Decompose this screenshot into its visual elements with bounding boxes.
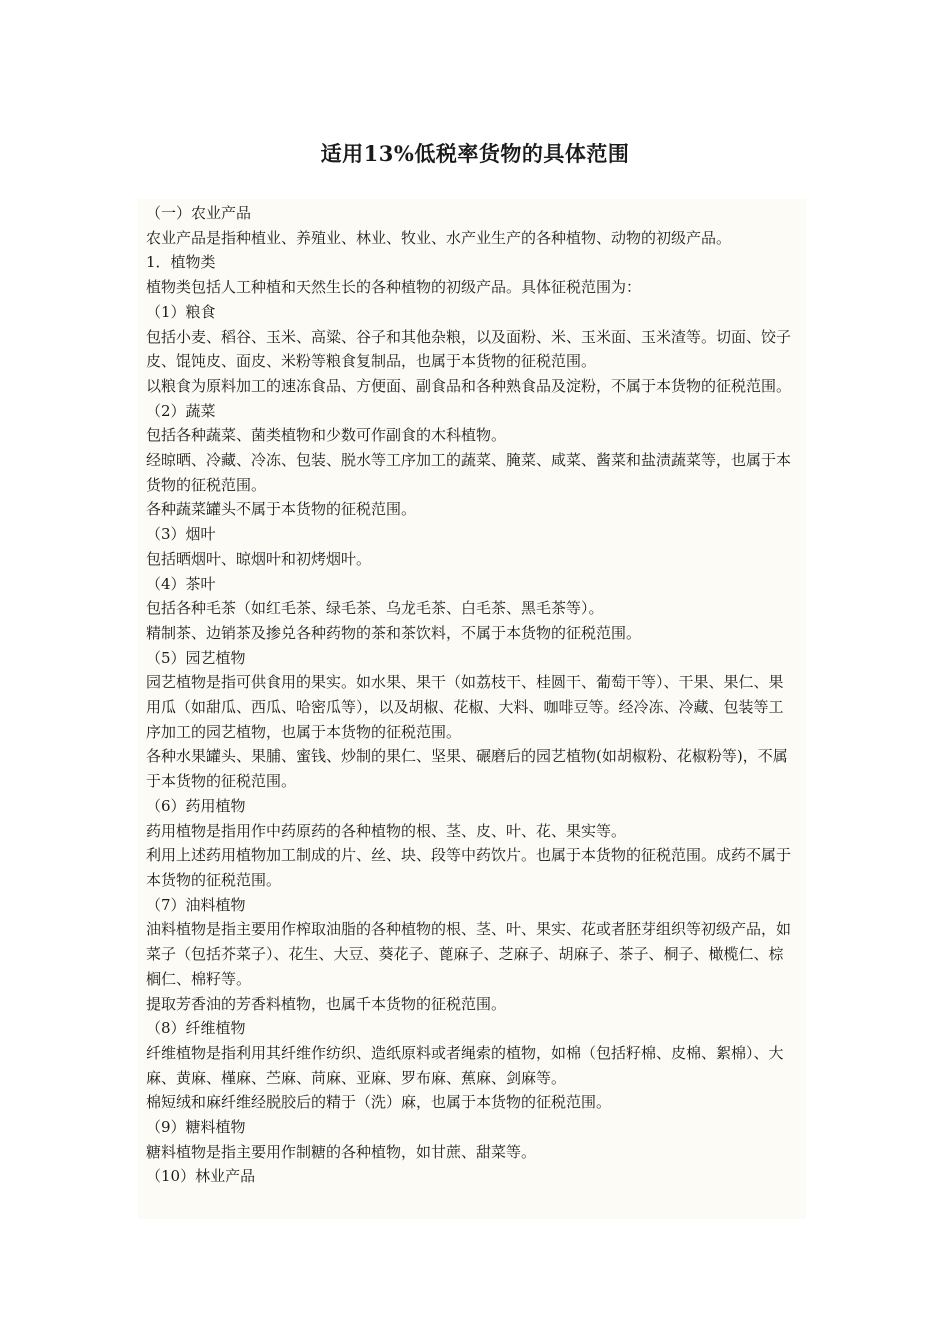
document-title: 适用13%低税率货物的具体范围	[320, 141, 630, 166]
paragraph: 提取芳香油的芳香料植物，也属千本货物的征税范围。	[146, 994, 507, 1013]
paragraph: 植物类包括人工种植和天然生长的各种植物的初级产品。具体征税范围为：	[146, 278, 642, 297]
section-heading: （7）油料植物	[146, 895, 246, 914]
paragraph: 包括各种蔬菜、菌类植物和少数可作副食的木科植物。	[146, 426, 507, 445]
section-heading: （一）农业产品	[146, 204, 252, 222]
section-heading: （9）糖料植物	[146, 1118, 246, 1137]
paragraph: 包括晒烟叶、晾烟叶和初烤烟叶。	[146, 549, 372, 568]
paragraph: 油料植物是指主要用作榨取油脂的各种植物的根、茎、叶、果实、花或者胚芽组织等初级产品，如菜子（包括芥菜子）、花生、大豆、葵花子、蓖麻子、芝麻子、胡麻子、茶子、桐子、橄榄仁、棕榈仁、棉籽等。	[146, 920, 792, 988]
paragraph: 以粮食为原料加工的速冻食品、方便面、副食品和各种熟食品及淀粉，不属于本货物的征税范围。	[146, 376, 792, 395]
paragraph: 棉短绒和麻纤维经脱胶后的精于（洗）麻，也属于本货物的征税范围。	[146, 1093, 612, 1112]
paragraph: 包括小麦、稻谷、玉米、高粱、谷子和其他杂粮，以及面粉、米、玉米面、玉米渣等。切面、饺子皮、馄饨皮、面皮、米粉等粮食复制品，也属于本货物的征税范围。	[146, 327, 792, 371]
paragraph: 药用植物是指用作中药原药的各种植物的根、茎、皮、叶、花、果实等。	[146, 821, 627, 840]
paragraph: 纤维植物是指利用其纤维作纺织、造纸原料或者绳索的植物，如棉（包括籽棉、皮棉、絮棉）、大麻、黄麻、槿麻、苎麻、苘麻、亚麻、罗布麻、蕉麻、剑麻等。	[146, 1043, 784, 1087]
paragraph: 糖料植物是指主要用作制糖的各种植物，如甘蔗、甜菜等。	[146, 1142, 537, 1161]
paragraph: 包括各种毛茶（如红毛茶、绿毛茶、乌龙毛茶、白毛茶、黑毛茶等）。	[146, 599, 604, 618]
section-heading: （6）药用植物	[146, 796, 246, 815]
section-heading: （2）蔬菜	[146, 401, 216, 420]
section-heading: （4）茶叶	[146, 574, 216, 593]
paragraph: 精制茶、边销茶及掺兑各种药物的茶和茶饮料，不属于本货物的征税范围。	[146, 623, 642, 642]
section-heading: （10）林业产品	[146, 1167, 256, 1186]
section-heading: 1．植物类	[146, 253, 216, 272]
paragraph: 农业产品是指种植业、养殖业、林业、牧业、水产业生产的各种植物、动物的初级产品。	[146, 228, 732, 247]
paragraph: 经晾晒、冷藏、冷冻、包装、脱水等工序加工的蔬菜、腌菜、咸菜、酱菜和盐渍蔬菜等，也属于本货物的征税范围。	[146, 451, 792, 494]
document-body	[138, 199, 806, 1219]
section-heading: （8）纤维植物	[146, 1019, 246, 1038]
section-heading: （5）园艺植物	[146, 648, 246, 667]
paragraph: 各种蔬菜罐头不属于本货物的征税范围。	[146, 500, 417, 519]
section-heading: （1）粮食	[146, 302, 216, 321]
paragraph: 各种水果罐头、果脯、蜜钱、炒制的果仁、坚果、碾磨后的园艺植物(如胡椒粉、花椒粉等)，不属于本货物的征税范围。	[146, 747, 788, 791]
section-heading: （3）烟叶	[146, 525, 216, 544]
paragraph: 利用上述药用植物加工制成的片、丝、块、段等中药饮片。也属于本货物的征税范围。成药不属于本货物的征税范围。	[146, 846, 792, 889]
paragraph: 园艺植物是指可供食用的果实。如水果、果干（如荔枝干、桂圆干、葡萄干等）、干果、果仁、果用瓜（如甜瓜、西瓜、哈密瓜等），以及胡椒、花椒、大料、咖啡豆等。经冷冻、冷藏、包装等工序加工的园艺植物，也属于本货物的征税范围。	[146, 673, 784, 741]
